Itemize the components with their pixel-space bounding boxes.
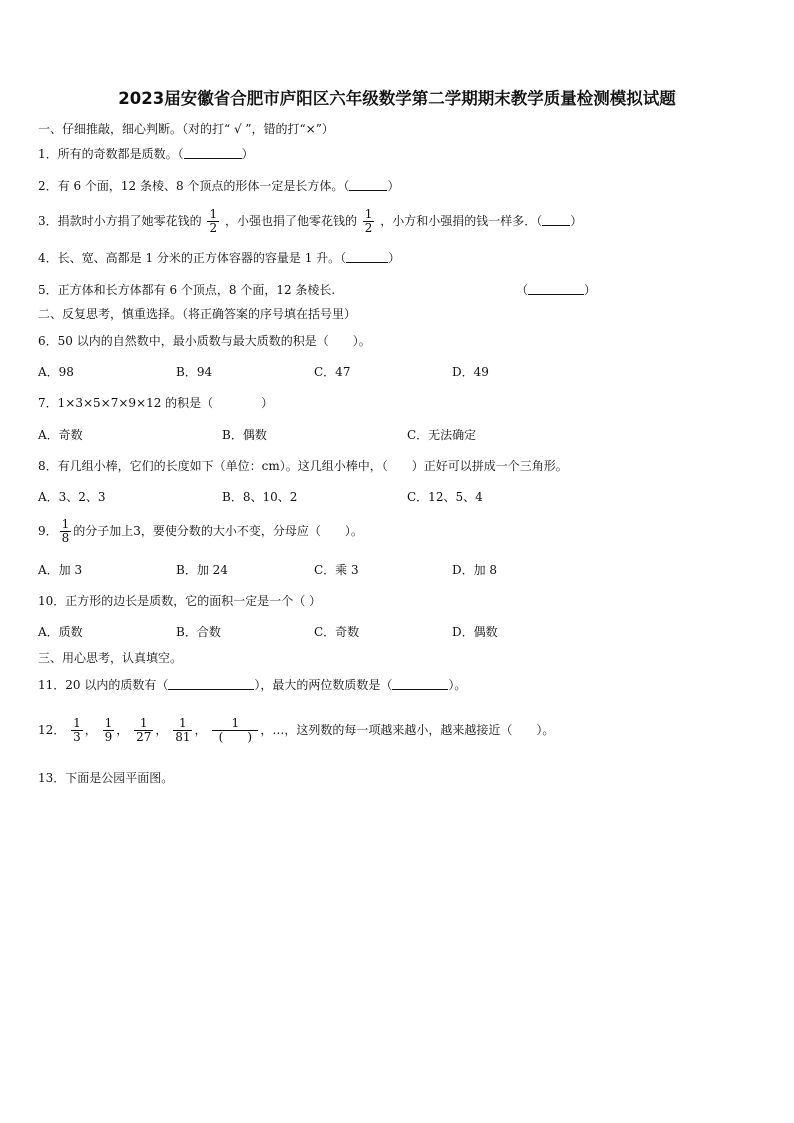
fraction-one-half-a: $\frac{1}{2}$ <box>209 207 218 235</box>
answer-blank-3[interactable] <box>542 213 570 226</box>
option-a[interactable]: A．98 <box>38 365 74 379</box>
question-4 <box>38 250 400 266</box>
question-7: 7．1×3×5×7×9×12 的积是（ ） <box>38 396 274 410</box>
question-2-close: ） <box>387 179 400 193</box>
answer-blank-5[interactable] <box>528 282 584 295</box>
answer-blank-2[interactable] <box>349 178 387 191</box>
answer-blank-1[interactable] <box>184 146 242 159</box>
option-b[interactable]: B．加 24 <box>176 563 228 577</box>
option-c[interactable]: C．47 <box>314 365 351 379</box>
question-5-close: ） <box>584 283 597 297</box>
question-5-text: 5．正方体和长方体都有 6 个顶点，8 个面，12 条棱长. <box>38 283 336 297</box>
option-c[interactable]: C．12、5、4 <box>407 490 483 504</box>
question-4-close: ） <box>388 251 401 265</box>
option-c[interactable]: C．奇数 <box>314 625 360 639</box>
question-10: 10．正方形的边长是质数，它的面积一定是一个（ ） <box>38 594 322 608</box>
option-c[interactable]: C．无法确定 <box>407 428 477 442</box>
answer-blank-4[interactable] <box>346 250 388 263</box>
separator: ， <box>84 723 97 737</box>
question-11-text-1: 11．20 以内的质数有（ <box>38 678 169 692</box>
question-3-text-3: ，小方和小强捐的钱一样多．（ <box>380 214 543 228</box>
separator: ， <box>116 723 129 737</box>
question-11-text-2: ），最大的两位数质数是（ <box>254 678 393 692</box>
question-2-text: 2．有 6 个面，12 条棱、8 个顶点的形体一定是长方体。（ <box>38 179 350 193</box>
question-1-text: 1．所有的奇数都是质数。（ <box>38 147 184 161</box>
answer-blank-11b[interactable] <box>392 677 448 690</box>
answer-blank-11a[interactable] <box>168 677 254 690</box>
question-11 <box>38 677 466 693</box>
option-a[interactable]: A．加 3 <box>38 563 83 577</box>
option-a[interactable]: A．奇数 <box>38 428 83 442</box>
fraction-one-27th: $\frac{1}{27}$ <box>136 716 152 744</box>
fraction-one-third: $\frac{1}{3}$ <box>73 716 81 744</box>
section-1-heading: 一、仔细推敲，细心判断。（对的打“ √ ”，错的打“×”） <box>38 122 334 136</box>
option-a[interactable]: A．质数 <box>38 625 83 639</box>
section-2-heading: 二、反复思考，慎重选择。（将正确答案的序号填在括号里） <box>38 307 357 321</box>
fraction-one-eighth: $\frac{1}{8}$ <box>61 517 70 545</box>
section-3-heading: 三、用心思考，认真填空。 <box>38 651 183 665</box>
question-9-text: 的分子加上3，要使分数的大小不变，分母应（ ）。 <box>73 524 363 538</box>
question-5-answer <box>516 282 596 298</box>
question-3-text-2: ，小强也捐了他零花钱的 <box>224 214 357 228</box>
option-c[interactable]: C．乘 3 <box>314 563 359 577</box>
separator: ， <box>194 723 207 737</box>
question-3-close: ） <box>570 214 583 228</box>
option-b[interactable]: B．合数 <box>176 625 221 639</box>
question-6: 6．50 以内的自然数中，最小质数与最大质数的积是（ ）。 <box>38 334 371 348</box>
option-d[interactable]: D．偶数 <box>452 625 498 639</box>
option-b[interactable]: B．8、10、2 <box>222 490 298 504</box>
question-5-open: （ <box>516 283 529 297</box>
question-12 <box>38 708 554 752</box>
question-9-number: 9． <box>38 524 58 538</box>
option-d[interactable]: D．49 <box>452 365 489 379</box>
separator: ， <box>155 723 168 737</box>
fraction-blank-denominator[interactable]: $\frac{1}{( )}$ <box>212 717 258 744</box>
question-4-text: 4．长、宽、高都是 1 分米的正方体容器的容量是 1 升。（ <box>38 251 347 265</box>
fraction-one-ninth: $\frac{1}{9}$ <box>104 716 113 744</box>
fraction-one-half-b: $\frac{1}{2}$ <box>364 207 373 235</box>
question-3 <box>38 206 582 236</box>
question-13: 13．下面是公园平面图。 <box>38 771 174 785</box>
question-12-number: 12． <box>38 723 66 737</box>
option-b[interactable]: B．偶数 <box>222 428 267 442</box>
question-2 <box>38 178 399 194</box>
question-1 <box>38 146 254 162</box>
page-title: 2023届安徽省合肥市庐阳区六年级数学第二学期期末教学质量检测模拟试题 <box>118 89 676 108</box>
question-11-text-3: ）。 <box>448 678 467 692</box>
option-a[interactable]: A．3、2、3 <box>38 490 106 504</box>
question-12-text: ，…，这列数的每一项越来越小，越来越接近（ ）。 <box>260 723 555 737</box>
question-3-text-1: 3．捐款时小方捐了她零花钱的 <box>38 214 202 228</box>
question-1-close: ） <box>241 147 254 161</box>
option-d[interactable]: D．加 8 <box>452 563 498 577</box>
option-b[interactable]: B．94 <box>176 365 213 379</box>
question-9 <box>38 514 363 548</box>
fraction-one-81st: $\frac{1}{81}$ <box>175 716 191 744</box>
question-8: 8．有几组小棒，它们的长度如下（单位：cm）。这几组小棒中，（ ）正好可以拼成一个三角形。 <box>38 459 568 473</box>
